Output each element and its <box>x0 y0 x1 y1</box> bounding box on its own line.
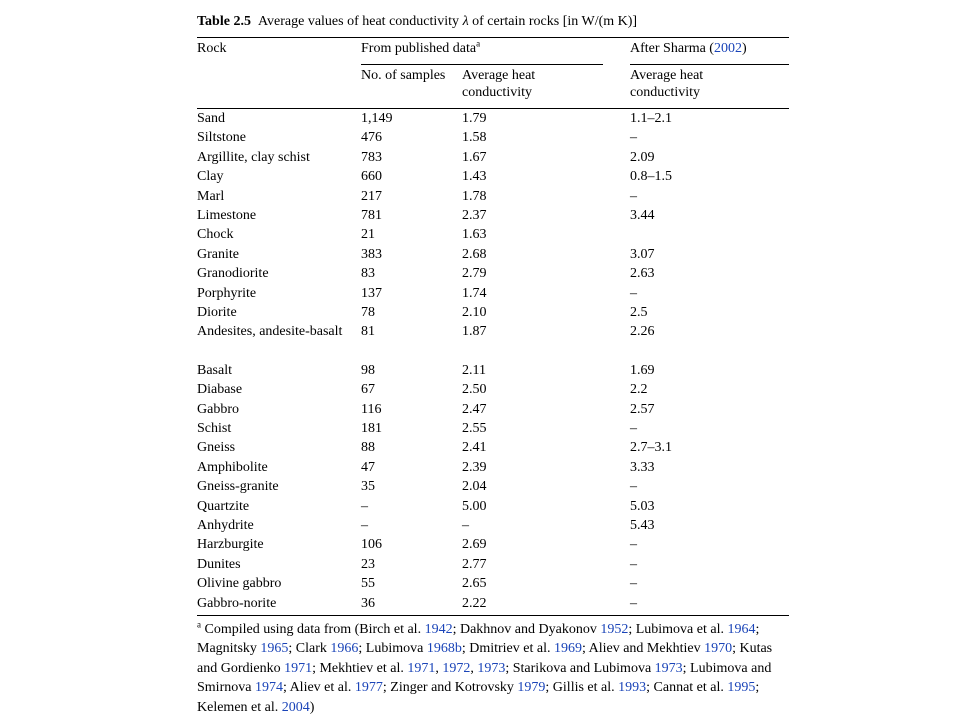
footnote-marker: a <box>476 38 481 49</box>
table-row <box>197 380 789 399</box>
table-row <box>197 128 789 147</box>
sharma-cell: – <box>630 576 637 592</box>
published-subrule <box>361 64 603 65</box>
samples-cell: 660 <box>361 169 382 185</box>
sharma-cell: 1.69 <box>630 362 655 378</box>
samples-cell: – <box>361 498 368 514</box>
sharma-cell: – <box>630 188 637 204</box>
table-row <box>197 574 789 593</box>
rock-cell: Chock <box>197 227 234 243</box>
samples-cell: 1,149 <box>361 111 393 126</box>
samples-cell: 21 <box>361 227 375 243</box>
rock-cell: Porphyrite <box>197 285 257 301</box>
avg-cell: 1.58 <box>462 130 487 146</box>
samples-cell: 47 <box>361 459 375 475</box>
samples-cell: 81 <box>361 324 375 340</box>
table-row <box>197 284 789 303</box>
footnote-segment: ; Kelemen et al. <box>197 680 760 715</box>
avg-cell: 2.41 <box>462 440 487 456</box>
citation-link[interactable]: 1973 <box>477 660 506 676</box>
footnote <box>197 620 789 718</box>
avg-cell: 1.74 <box>462 285 487 301</box>
footnote-segment: , <box>470 660 478 676</box>
samples-cell: 137 <box>361 285 382 301</box>
bottom-rule <box>197 615 789 616</box>
avg-cell: 5.00 <box>462 498 487 514</box>
citation-link[interactable]: 1993 <box>618 680 647 696</box>
rock-cell: Diabase <box>197 382 243 398</box>
header-avg-1: Average heat <box>462 68 536 83</box>
samples-cell: 67 <box>361 382 375 398</box>
samples-cell: 83 <box>361 266 375 282</box>
samples-cell: 181 <box>361 421 382 437</box>
avg-cell: 2.11 <box>462 362 486 378</box>
footnote-segment: ; Cannat et al. <box>646 680 728 696</box>
avg-cell: 1.87 <box>462 324 487 340</box>
samples-cell: 783 <box>361 149 382 165</box>
rock-cell: Olivine gabbro <box>197 576 282 592</box>
samples-cell: 23 <box>361 556 375 572</box>
citation-link[interactable]: 1966 <box>330 641 359 657</box>
citation-link[interactable]: 1979 <box>517 680 546 696</box>
samples-cell: 116 <box>361 401 382 417</box>
samples-cell: 383 <box>361 246 382 262</box>
samples-cell: 781 <box>361 207 382 223</box>
samples-cell: – <box>361 518 368 534</box>
footnote-segment: ; Aliev et al. <box>282 680 355 696</box>
rock-cell: Siltstone <box>197 130 247 146</box>
footnote-segment: ; Lubimova <box>358 641 427 657</box>
avg-cell: 2.50 <box>462 382 487 398</box>
rock-cell: Gneiss <box>197 440 236 456</box>
rock-cell: Gneiss-granite <box>197 479 279 495</box>
sharma-cell: 2.63 <box>630 266 655 282</box>
table-header <box>197 38 789 108</box>
table-row <box>197 361 789 380</box>
citation-link[interactable]: 1952 <box>600 621 629 637</box>
header-sharma-group: After Sharma (2002) <box>630 41 747 56</box>
sharma-cell: 2.7–3.1 <box>630 440 672 456</box>
sharma-cell: 5.43 <box>630 518 655 534</box>
table-body <box>197 109 789 613</box>
avg-cell: – <box>462 518 469 534</box>
table-row <box>197 458 789 477</box>
caption-text: Average values of heat conductivity <box>257 14 460 29</box>
sharma-cell: 5.03 <box>630 498 655 514</box>
table-caption <box>197 13 789 31</box>
sharma-cell: 2.26 <box>630 324 655 340</box>
rock-cell: Sand <box>197 111 225 126</box>
sharma-cell: 2.5 <box>630 304 648 320</box>
table-row <box>197 516 789 535</box>
table-row <box>197 497 789 516</box>
rock-cell: Clay <box>197 169 224 185</box>
header-published-group: From published data$^a$ <box>361 38 481 56</box>
footnote-segment: ; Aliev and Mekhtiev <box>581 641 705 657</box>
table-row <box>197 187 789 206</box>
citation-link[interactable]: 1972 <box>442 660 471 676</box>
avg-cell: 2.55 <box>462 421 487 437</box>
footnote-segment: Compiled using data from (Birch et al. <box>204 621 425 637</box>
footnote-text <box>197 622 772 715</box>
avg-cell: 2.39 <box>462 459 487 475</box>
rock-cell: Argillite, clay schist <box>197 149 310 165</box>
samples-cell: 106 <box>361 537 382 553</box>
table-row <box>197 303 789 322</box>
samples-cell: 35 <box>361 479 375 495</box>
table-label: Table 2.5 <box>197 14 251 29</box>
avg-cell: 1.79 <box>462 111 487 126</box>
footnote-segment: ; Mekhtiev et al. <box>312 660 408 676</box>
sharma-cell: – <box>630 479 637 495</box>
citation-link[interactable]: 1973 <box>654 660 683 676</box>
avg-cell: 2.65 <box>462 576 487 592</box>
table-row <box>197 167 789 186</box>
table-row <box>197 206 789 225</box>
sharma-cell: 0.8–1.5 <box>630 169 672 185</box>
citation-link[interactable]: 1970 <box>704 641 733 657</box>
samples-cell: 78 <box>361 304 375 320</box>
footnote-segment: ; Magnitsky <box>197 621 760 657</box>
samples-cell: 98 <box>361 362 375 378</box>
samples-cell: 88 <box>361 440 375 456</box>
rock-cell: Andesites, andesite-basalt <box>197 324 343 340</box>
avg-cell: 2.22 <box>462 595 487 611</box>
table-row <box>197 594 789 613</box>
avg-cell: 2.47 <box>462 401 487 417</box>
rock-cell: Dunites <box>197 556 241 572</box>
rock-cell: Harzburgite <box>197 537 264 553</box>
citation-link[interactable]: 1968b <box>426 641 462 657</box>
citation-link[interactable]: 1995 <box>727 680 756 696</box>
avg-cell: 1.78 <box>462 188 487 204</box>
sharma-cell: 3.07 <box>630 246 655 262</box>
citation-link[interactable]: 1964 <box>727 621 756 637</box>
avg-cell: 2.10 <box>462 304 487 320</box>
header-samples: No. of samples <box>361 68 446 83</box>
footnote-segment: ; Kutas and Gordienko <box>197 641 773 676</box>
footnote-marker-text: a <box>197 619 201 630</box>
table-row <box>197 225 789 244</box>
header-sharma-avg-1: Average heat <box>630 68 704 83</box>
sharma-subrule <box>630 64 789 65</box>
footnote-segment: ) <box>309 699 315 715</box>
sharma-cell: 3.44 <box>630 207 655 223</box>
avg-cell: 2.04 <box>462 479 487 495</box>
avg-cell: 1.67 <box>462 149 487 165</box>
footnote-segment: ; Zinger and Kotrovsky <box>382 680 518 696</box>
avg-cell: 1.43 <box>462 169 487 185</box>
avg-cell: 2.37 <box>462 207 487 223</box>
sharma-cell: 3.33 <box>630 459 655 475</box>
sharma-cell: – <box>630 595 637 611</box>
sharma-cell: – <box>630 285 637 301</box>
rock-cell: Diorite <box>197 304 237 320</box>
table-row <box>197 264 789 283</box>
table-row <box>197 400 789 419</box>
header-rock: Rock <box>197 41 227 56</box>
citation-link[interactable]: 1974 <box>254 680 283 696</box>
citation-link[interactable]: 1942 <box>424 621 453 637</box>
table-row <box>197 477 789 496</box>
sharma-cell: – <box>630 130 637 146</box>
rock-cell: Limestone <box>197 207 257 223</box>
sharma-cell: 1.1–2.1 <box>630 111 672 126</box>
sharma-cell: – <box>630 537 637 553</box>
table-row <box>197 109 789 128</box>
footnote-segment: ; Gillis et al. <box>545 680 619 696</box>
caption-text-end: of certain rocks [in W/(m K)] <box>472 14 638 29</box>
table-row <box>197 148 789 167</box>
table-row <box>197 555 789 574</box>
sharma-cell: – <box>630 556 637 572</box>
footnote-segment: ; Clark <box>288 641 331 657</box>
table-row <box>197 419 789 438</box>
samples-cell: 55 <box>361 576 375 592</box>
citation-link[interactable]: 1971 <box>284 660 313 676</box>
avg-cell: 2.79 <box>462 266 487 282</box>
table-row <box>197 438 789 457</box>
rock-cell: Marl <box>197 188 225 204</box>
avg-cell: 2.77 <box>462 556 487 572</box>
sharma-cell: 2.2 <box>630 382 648 398</box>
samples-cell: 476 <box>361 130 382 146</box>
citation-link[interactable]: 2004 <box>281 699 310 715</box>
citation-link[interactable]: 1971 <box>407 660 436 676</box>
footnote-segment: ; Lubimova and Smirnova <box>197 660 772 696</box>
sharma-cell: – <box>630 421 637 437</box>
table-row <box>197 322 789 361</box>
table-figure <box>197 13 789 717</box>
header-avg-2: conductivity <box>462 85 532 100</box>
rock-cell: Schist <box>197 421 232 437</box>
avg-cell: 2.68 <box>462 246 487 262</box>
sharma-year-link[interactable]: 2002 <box>713 41 742 56</box>
rock-cell: Gabbro <box>197 401 239 417</box>
rock-cell: Gabbro-norite <box>197 595 277 611</box>
samples-cell: 36 <box>361 595 375 611</box>
table-row <box>197 245 789 264</box>
samples-cell: 217 <box>361 188 382 204</box>
rock-cell: Granodiorite <box>197 266 269 282</box>
citation-link[interactable]: 1965 <box>260 641 289 657</box>
footnote-segment: ; Dakhnov and Dyakonov <box>452 621 601 637</box>
sharma-cell: 2.57 <box>630 401 655 417</box>
table-row <box>197 535 789 554</box>
avg-cell: 2.69 <box>462 537 487 553</box>
citation-link[interactable]: 1977 <box>354 680 383 696</box>
footnote-segment: ; Dmitriev et al. <box>461 641 554 657</box>
rock-cell: Quartzite <box>197 498 250 514</box>
lambda-symbol: λ <box>462 14 469 29</box>
citation-link[interactable]: 1969 <box>553 641 582 657</box>
rock-cell: Anhydrite <box>197 518 254 534</box>
rock-cell: Granite <box>197 246 239 262</box>
footnote-segment: ; Starikova and Lubimova <box>505 660 655 676</box>
rock-cell: Basalt <box>197 362 232 378</box>
footnote-segment: ; Lubimova et al. <box>628 621 728 637</box>
header-sharma-avg-2: conductivity <box>630 85 700 100</box>
rock-cell: Amphibolite <box>197 459 268 475</box>
footnote-segment: , <box>435 660 443 676</box>
sharma-cell: 2.09 <box>630 149 655 165</box>
avg-cell: 1.63 <box>462 227 487 243</box>
